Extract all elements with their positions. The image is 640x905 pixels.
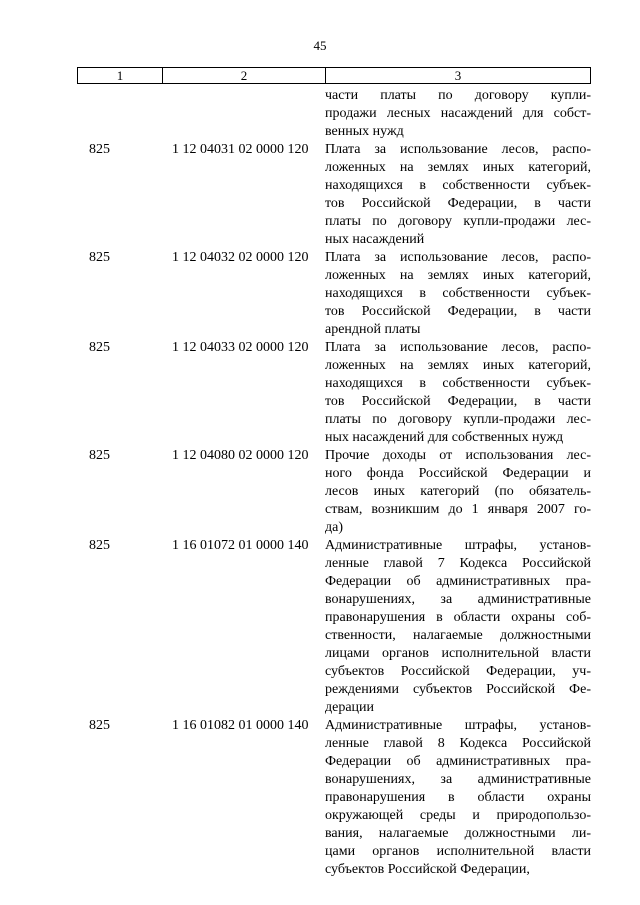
revenue-description [325,249,591,339]
description-line: ленные главой 8 Кодекса Российской [325,736,591,751]
budget-classification-code: 1 12 04033 02 0000 120 [172,340,309,355]
revenue-description [325,87,591,141]
description-line: окружающей среды и природопользо- [325,808,591,823]
admin-code [77,87,162,141]
description-line: ленные главой 7 Кодекса Российской [325,556,591,571]
revenue-description [325,717,591,879]
table-body [77,87,591,879]
description-line: цами органов исполнительной власти [325,844,591,859]
description-line: ного фонда Российской Федерации и [325,466,591,481]
table-row [77,249,591,339]
description-line: лесов иных категорий (по обязатель- [325,484,591,499]
revenue-description [325,141,591,249]
description-line: вонарушениях, за административные [325,592,591,607]
table-row [77,717,591,879]
header-col-1: 1 [78,68,163,83]
description-line: тов Российской Федерации, в части [325,304,591,319]
budget-classification-code: 1 16 01072 01 0000 140 [172,538,309,553]
admin-code: 825 [89,538,110,553]
description-line: находящихся в собственности субъек- [325,286,591,301]
table-row [77,141,591,249]
description-line: ных насаждений для собственных нужд [325,430,564,445]
budget-classification-code: 1 12 04031 02 0000 120 [172,142,309,157]
page-number: 45 [313,38,327,53]
revenue-description [325,447,591,537]
description-line: арендной платы [325,322,421,337]
description-line: Плата за использование лесов, распо- [325,142,591,157]
header-col-2: 2 [163,68,326,83]
description-line: лицами органов исполнительной власти [325,646,591,661]
table-row [77,339,591,447]
description-line: Прочие доходы от использования лес- [325,448,591,463]
description-line: части платы по договору купли- [325,88,591,103]
description-line: ложенных на землях иных категорий, [325,268,591,283]
description-line: платы по договору купли-продажи лес- [325,412,591,427]
description-line: реждениями субъектов Российской Фе- [325,682,591,697]
budget-classification-code [162,87,325,141]
description-line: Административные штрафы, установ- [325,718,591,733]
description-line: вания, налагаемые должностными ли- [325,826,591,841]
description-line: ственности, налагаемые должностными [325,628,591,643]
description-line: ствам, возникшим до 1 января 2007 го- [325,502,591,517]
revenue-description [325,339,591,447]
description-line: Плата за использование лесов, распо- [325,250,591,265]
description-line: Федерации об административных пра- [325,574,591,589]
description-line: продажи лесных насаждений для собст- [325,106,591,121]
description-line: правонарушения в области охраны соб- [325,610,591,625]
description-line: ложенных на землях иных категорий, [325,160,591,175]
description-line: Федерации об административных пра- [325,754,591,769]
description-line: дерации [325,700,375,715]
description-line: ложенных на землях иных категорий, [325,358,591,373]
description-line: субъектов Российской Федерации, уч- [325,664,591,679]
description-line: тов Российской Федерации, в части [325,394,591,409]
admin-code: 825 [89,250,110,265]
budget-classification-code: 1 12 04080 02 0000 120 [172,448,309,463]
description-line: да) [325,520,343,535]
admin-code: 825 [89,718,110,733]
table-header [77,67,591,84]
description-line: субъектов Российской Федерации, [325,862,530,877]
budget-classification-code: 1 12 04032 02 0000 120 [172,250,309,265]
description-line: платы по договору купли-продажи лес- [325,214,591,229]
description-line: вонарушениях, за административные [325,772,591,787]
table-row [77,447,591,537]
table-row [77,87,591,141]
description-line: ных насаждений [325,232,425,247]
budget-classification-code: 1 16 01082 01 0000 140 [172,718,309,733]
admin-code: 825 [89,340,110,355]
description-line: Плата за использование лесов, распо- [325,340,591,355]
description-line: венных нужд [325,124,404,139]
revenue-description [325,537,591,717]
header-col-3: 3 [454,68,462,83]
description-line: находящихся в собственности субъек- [325,178,591,193]
description-line: Административные штрафы, установ- [325,538,591,553]
admin-code: 825 [89,448,110,463]
description-line: находящихся в собственности субъек- [325,376,591,391]
admin-code: 825 [89,142,110,157]
description-line: тов Российской Федерации, в части [325,196,591,211]
table-row [77,537,591,717]
description-line: правонарушения в области охраны [325,790,591,805]
